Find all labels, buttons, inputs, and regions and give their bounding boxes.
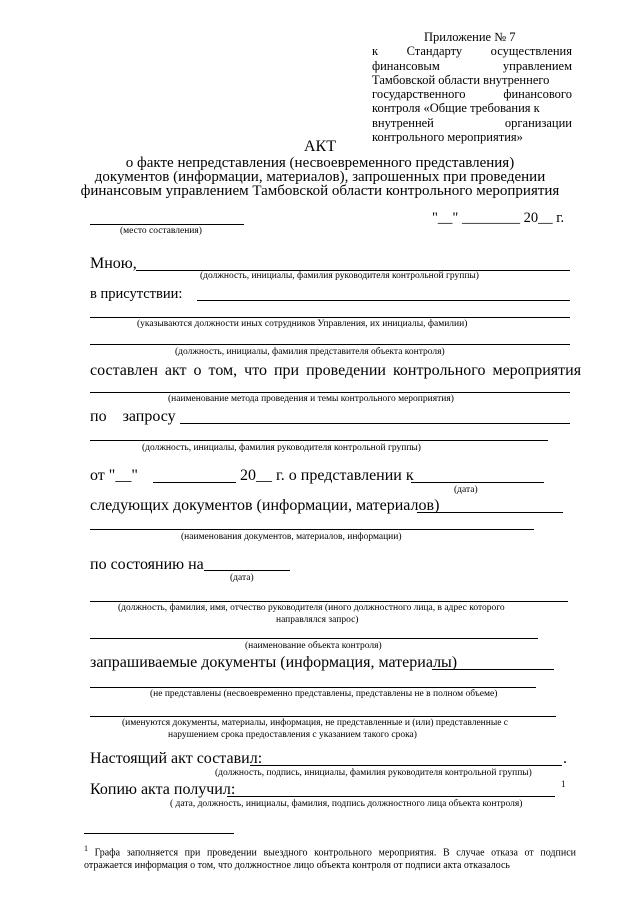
copy-received-caption: ( дата, должность, инициалы, фамилия, подпись должностного лица объекта контроля) xyxy=(170,799,523,809)
official-caption-2: направлялся запрос) xyxy=(276,615,359,625)
from-prefix: от "__" xyxy=(90,467,138,484)
docs-caption: (наименования документов, материалов, информации) xyxy=(181,532,402,542)
not-provided-caption: (не представлены (несвоевременно представлены, представлены не в полном объеме) xyxy=(150,689,498,699)
month-line[interactable] xyxy=(153,482,236,483)
presence-line[interactable] xyxy=(197,300,570,301)
official-caption-1: (должность, фамилия, имя, отчество руководителя (иного должностного лица, в адрес которого xyxy=(118,603,505,613)
named-caption-2: нарушением срока предоставления с указанием такого срока) xyxy=(168,730,417,740)
named-docs-line[interactable] xyxy=(90,716,556,717)
appendix-line: контроля «Общие требования к xyxy=(372,101,540,116)
composed-by-line[interactable] xyxy=(250,765,562,766)
appendix-line: контрольного мероприятия» xyxy=(372,130,523,145)
as-of-label: по состоянию на xyxy=(90,556,204,573)
staff-line[interactable] xyxy=(90,317,570,318)
appendix-line: внутренней организации xyxy=(372,115,572,130)
requested-docs-line[interactable] xyxy=(432,669,554,670)
as-of-line[interactable] xyxy=(204,570,290,571)
composed-text: составлен акт о том, что при проведении контрольного мероприятия xyxy=(90,362,582,379)
footnote-reference: 1 xyxy=(561,779,566,789)
place-line[interactable] xyxy=(90,224,244,225)
request-line-2[interactable] xyxy=(90,440,548,441)
docs-line-2[interactable] xyxy=(90,529,534,530)
copy-received-label: Копию акта получил: xyxy=(90,781,236,798)
document-heading: АКТ xyxy=(304,138,336,155)
staff-caption: (указываются должности иных сотрудников Управления, их инициалы, фамилии) xyxy=(137,319,468,329)
from-mid: 20__ г. о представлении к xyxy=(240,467,414,484)
appendix-line: Тамбовской области внутреннего xyxy=(372,72,550,87)
request-line-1[interactable] xyxy=(180,423,570,424)
appendix-line: финансовым управлением xyxy=(372,58,572,73)
official-line[interactable] xyxy=(90,601,568,602)
recipient-line[interactable] xyxy=(411,482,544,483)
footnote-mark: 1 xyxy=(84,844,88,853)
method-line[interactable] xyxy=(90,392,570,393)
appendix-line: государственного финансового xyxy=(372,87,572,102)
method-caption: (наименование метода проведения и темы контрольного мероприятия) xyxy=(168,394,454,404)
title-line-1: о факте непредставления (несвоевременного представления) xyxy=(125,155,515,171)
footnote-separator xyxy=(84,833,234,834)
title-line-3: финансовым управлением Тамбовской области контрольного мероприятия xyxy=(80,183,560,199)
date-field[interactable]: "__" ________ 20__ г. xyxy=(432,210,565,226)
object-caption: (наименование объекта контроля) xyxy=(245,641,382,651)
following-docs-label: следующих документов (информации, материалов) xyxy=(90,497,440,514)
representative-line[interactable] xyxy=(90,344,570,345)
composed-by-label: Настоящий акт составил: xyxy=(90,750,263,767)
appendix-number: Приложение № 7 xyxy=(424,30,516,44)
docs-line-1[interactable] xyxy=(417,512,563,513)
appendix-line: к Стандарту осуществления xyxy=(372,44,572,59)
copy-received-line[interactable] xyxy=(227,796,555,797)
footnote-text: Графа заполняется при проведении выездного контрольного мероприятия. В случае отказа от подписи отражается информация о том, что должностное лицо объекта контроля от подписи акта отказалось xyxy=(84,847,576,872)
period-mark: . xyxy=(563,750,567,767)
appendix-block xyxy=(372,30,572,144)
leader-caption: (должность, инициалы, фамилия руководителя контрольной группы) xyxy=(200,271,479,281)
representative-caption: (должность, инициалы, фамилия представителя объекта контроля) xyxy=(175,347,445,357)
request-caption: (должность, инициалы, фамилия руководителя контрольной группы) xyxy=(142,443,421,453)
composed-by-caption: (должность, подпись, инициалы, фамилия руководителя контрольной группы) xyxy=(215,768,532,778)
requested-docs-label: запрашиваемые документы (информация, материалы) xyxy=(90,654,458,671)
named-caption-1: (именуются документы, материалы, информация, не представленные и (или) представленные с xyxy=(122,718,509,728)
mnoyu-label: Мною, xyxy=(90,255,137,272)
footnote xyxy=(84,842,576,872)
presence-label: в присутствии: xyxy=(90,286,183,302)
not-provided-line[interactable] xyxy=(90,687,536,688)
place-caption: (место составления) xyxy=(120,226,202,236)
object-line[interactable] xyxy=(90,638,538,639)
as-of-caption: (дата) xyxy=(230,573,254,583)
title-line-2: документов (информации, материалов), запрошенных при проведении xyxy=(94,169,546,185)
date-caption: (дата) xyxy=(454,485,478,495)
request-label: по запросу xyxy=(90,408,176,425)
